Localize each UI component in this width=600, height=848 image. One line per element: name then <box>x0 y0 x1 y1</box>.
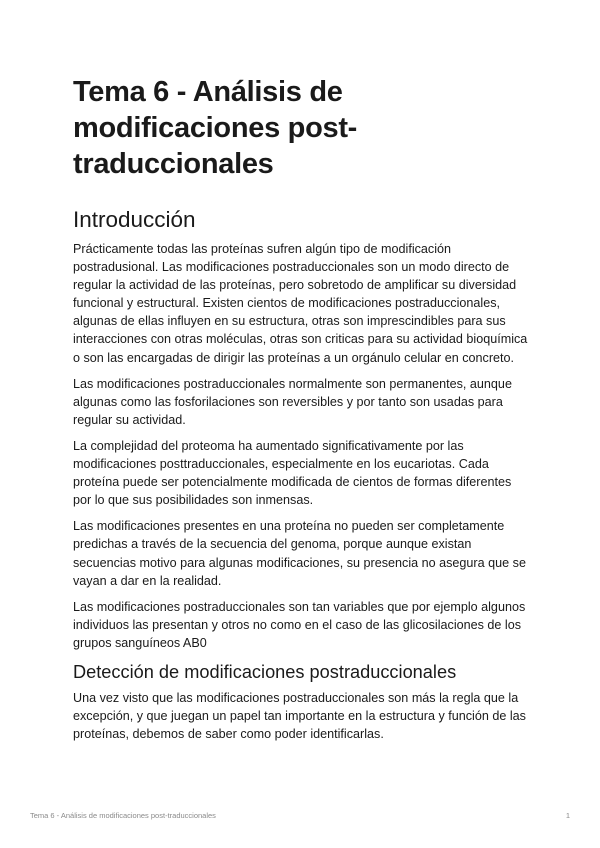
section-heading-introduccion: Introducción <box>73 207 196 232</box>
paragraph: Prácticamente todas las proteínas sufren algún tipo de modificación postradusional. Las modificaciones postraduccionales son un modo directo de regular la actividad de las proteínas, pero sobretodo de amplificar su diversidad funcional y estructural. Existen cientos de modificaciones postraduccionales, algunas de ellas influyen en su estructura, otras son imprescindibles para sus interacciones con otras moléculas, otras son criticas para su actividad bioquímica o son las encargadas de dirigir las proteínas a un orgánulo celular en concreto. <box>73 242 528 365</box>
paragraph: Las modificaciones postraduccionales son tan variables que por ejemplo algunos individuos las presentan y otros no como en el caso de las glicosilaciones de los grupos sanguíneos AB0 <box>73 599 526 650</box>
paragraph: Las modificaciones presentes en una proteína no pueden ser completamente predichas a través de la secuencia del genoma, porque aunque existan secuencias motivo para algunas modificaciones, su presencia no asegura que se vayan a dar en la realidad. <box>73 519 526 588</box>
footer-running-title: Tema 6 - Análisis de modificaciones post-traduccionales <box>30 811 216 820</box>
document-title: Tema 6 - Análisis de modificaciones post-traduccionales <box>73 76 358 180</box>
footer-page-number: 1 <box>565 811 570 820</box>
paragraph: La complejidad del proteoma ha aumentado significativamente por las modificaciones posttraduccionales, especialmente en los eucariotas. Cada proteína puede ser potencialmente modificada de cientos de formas diferentes por lo que sus posibilidades son inmensas. <box>73 438 512 508</box>
paragraph: Una vez visto que las modificaciones postraduccionales son más la regla que la excepción, y que juegan un papel tan importante en la estructura y función de las proteínas, debemos de saber como poder identificarlas. <box>73 690 526 742</box>
page-content <box>73 74 531 751</box>
section-heading-deteccion: Detección de modificaciones postraduccionales <box>73 661 457 682</box>
paragraph: Las modificaciones postraduccionales normalmente son permanentes, aunque algunas como las fosforilaciones son reversibles y por tanto son usadas para regular su actividad. <box>73 376 512 427</box>
